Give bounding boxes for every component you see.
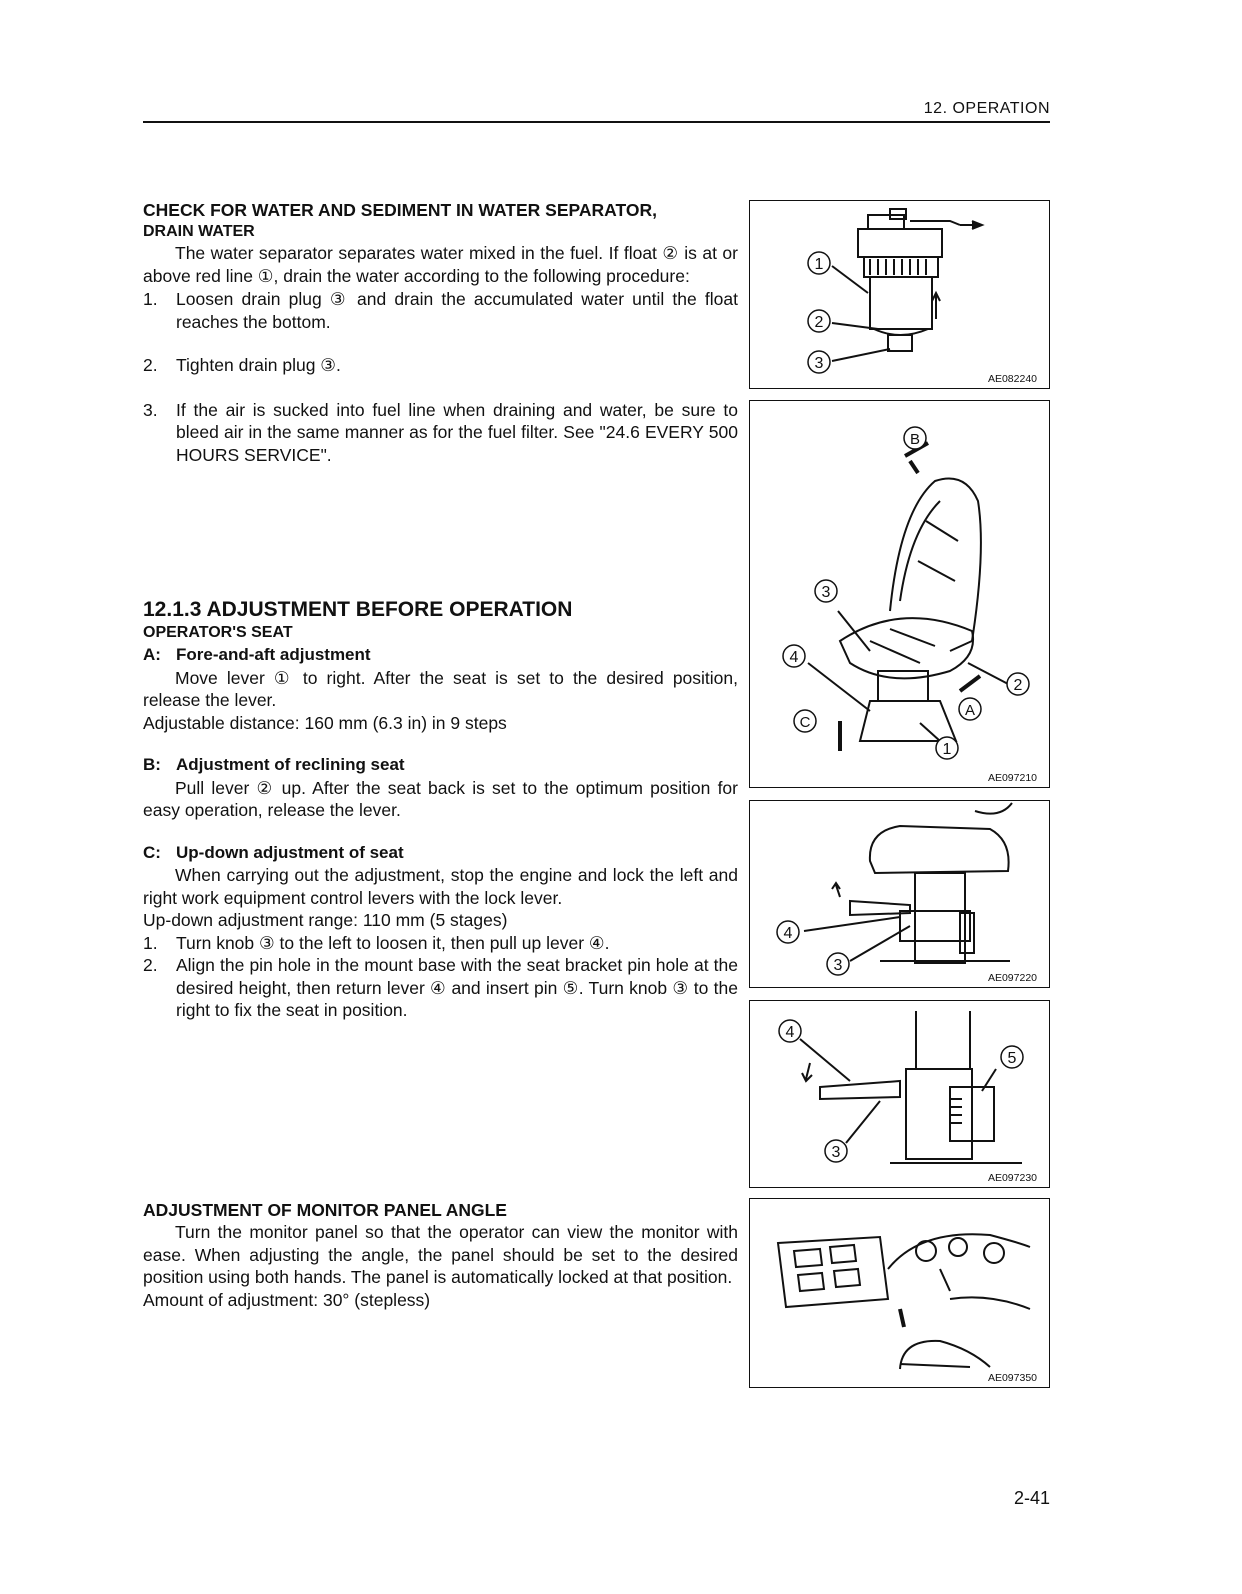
callout-a xyxy=(959,698,981,720)
svg-text:4: 4 xyxy=(783,925,793,942)
subsection-c-range: Up-down adjustment range: 110 mm (5 stages) xyxy=(143,910,508,930)
callout-b xyxy=(904,427,926,449)
callout-c xyxy=(794,710,816,732)
figure-operator-seat xyxy=(749,400,1050,788)
figure-seat-pin xyxy=(749,1000,1050,1188)
callout-5 xyxy=(1001,1046,1023,1068)
svg-text:C: C xyxy=(799,714,811,731)
subsection-c-title: C: Up-down adjustment of seat xyxy=(143,842,404,862)
callout-4 xyxy=(779,1020,801,1042)
callout-3 xyxy=(808,351,830,373)
operator-seat-title: OPERATOR'S SEAT xyxy=(143,624,293,641)
water-section xyxy=(143,199,738,466)
svg-text:1: 1 xyxy=(814,256,824,273)
monitor-panel-illustration xyxy=(750,1199,1049,1387)
seat-pin-illustration xyxy=(750,1001,1049,1187)
monitor-amount: Amount of adjustment: 30° (stepless) xyxy=(143,1289,431,1310)
figure-water-separator xyxy=(749,200,1050,389)
figure-monitor-panel xyxy=(749,1198,1050,1388)
adjustment-title: 12.1.3 ADJUSTMENT BEFORE OPERATION xyxy=(143,598,573,621)
water-title: CHECK FOR WATER AND SEDIMENT IN WATER SEPARATOR, xyxy=(143,200,657,220)
callout-2 xyxy=(1007,673,1029,695)
svg-text:3: 3 xyxy=(821,584,831,601)
subsection-a-title: A: Fore-and-aft adjustment xyxy=(143,645,371,664)
svg-text:5: 5 xyxy=(1007,1050,1017,1067)
callout-1 xyxy=(936,737,958,759)
svg-text:2: 2 xyxy=(1013,677,1023,694)
subsection-b-text: Pull lever ② up. After the seat back is set to the optimum position for easy operation, release the lever. xyxy=(143,777,738,820)
water-subtitle: DRAIN WATER xyxy=(143,223,255,240)
svg-text:3: 3 xyxy=(814,355,824,372)
figure-code: AE097210 xyxy=(987,772,1037,784)
water-intro: The water separator separates water mixed in the fuel. If float ② is at or above red line ①, drain the water according to the following procedure: xyxy=(143,243,738,286)
subsection-a-distance: Adjustable distance: 160 mm (6.3 in) in 9 steps xyxy=(143,712,507,733)
seat-step-1: 1. Turn knob ③ to the left to loosen it, then pull up lever ④. xyxy=(143,932,610,953)
callout-1 xyxy=(808,252,830,274)
water-step-1: 1. Loosen drain plug ③ and drain the accumulated water until the float reaches the bottom. xyxy=(143,289,738,332)
svg-text:3: 3 xyxy=(831,1144,841,1161)
callout-4 xyxy=(783,645,805,667)
header-rule xyxy=(143,121,1050,123)
figure-code: AE097350 xyxy=(987,1372,1037,1384)
water-step-2: 2. Tighten drain plug ③. xyxy=(143,355,341,375)
water-step-3: 3. If the air is sucked into fuel line when draining and water, be sure to bleed air in the same manner as for the fuel filter. See "24.6 EVERY 500 HOURS SERVICE". xyxy=(143,399,738,465)
page-number: 2-41 xyxy=(1013,1488,1050,1508)
figure-code: AE082240 xyxy=(987,373,1037,385)
svg-text:A: A xyxy=(964,702,976,719)
svg-text:1: 1 xyxy=(942,741,952,758)
svg-text:4: 4 xyxy=(785,1024,795,1041)
figure-code: AE097220 xyxy=(987,972,1037,984)
svg-text:2: 2 xyxy=(814,314,824,331)
subsection-b-title: B: Adjustment of reclining seat xyxy=(143,755,405,774)
callout-3 xyxy=(815,580,837,602)
operator-seat-illustration xyxy=(750,401,1049,787)
callout-3 xyxy=(825,1140,847,1162)
svg-text:B: B xyxy=(909,431,921,448)
monitor-title: ADJUSTMENT OF MONITOR PANEL ANGLE xyxy=(143,1200,507,1220)
figure-code: AE097230 xyxy=(987,1172,1037,1184)
seat-height-lever-illustration xyxy=(750,801,1049,987)
monitor-text: Turn the monitor panel so that the operator can view the monitor with ease. When adjusting the angle, the panel should be set to the desired position using both hands. The panel is automatically locked at that position. xyxy=(143,1222,738,1287)
adjustment-section xyxy=(143,598,738,1022)
water-separator-illustration xyxy=(750,201,1049,388)
callout-3 xyxy=(827,953,849,975)
callout-2 xyxy=(808,310,830,332)
callout-4 xyxy=(777,921,799,943)
running-header: 12. OPERATION xyxy=(923,100,1050,117)
svg-text:3: 3 xyxy=(833,957,843,974)
seat-step-2: 2. Align the pin hole in the mount base with the seat bracket pin hole at the desired height, then return lever ④ and insert pin ⑤. Turn knob ③ to the right to fix the seat in position. xyxy=(143,955,738,1020)
subsection-a-text: Move lever ① to right. After the seat is set to the desired position, release the lever. xyxy=(143,667,738,710)
monitor-section xyxy=(143,1199,738,1311)
subsection-c-text: When carrying out the adjustment, stop the engine and lock the left and right work equipment control levers with the lock lever. xyxy=(143,865,738,908)
svg-text:4: 4 xyxy=(789,649,799,666)
figure-seat-height-lever xyxy=(749,800,1050,988)
